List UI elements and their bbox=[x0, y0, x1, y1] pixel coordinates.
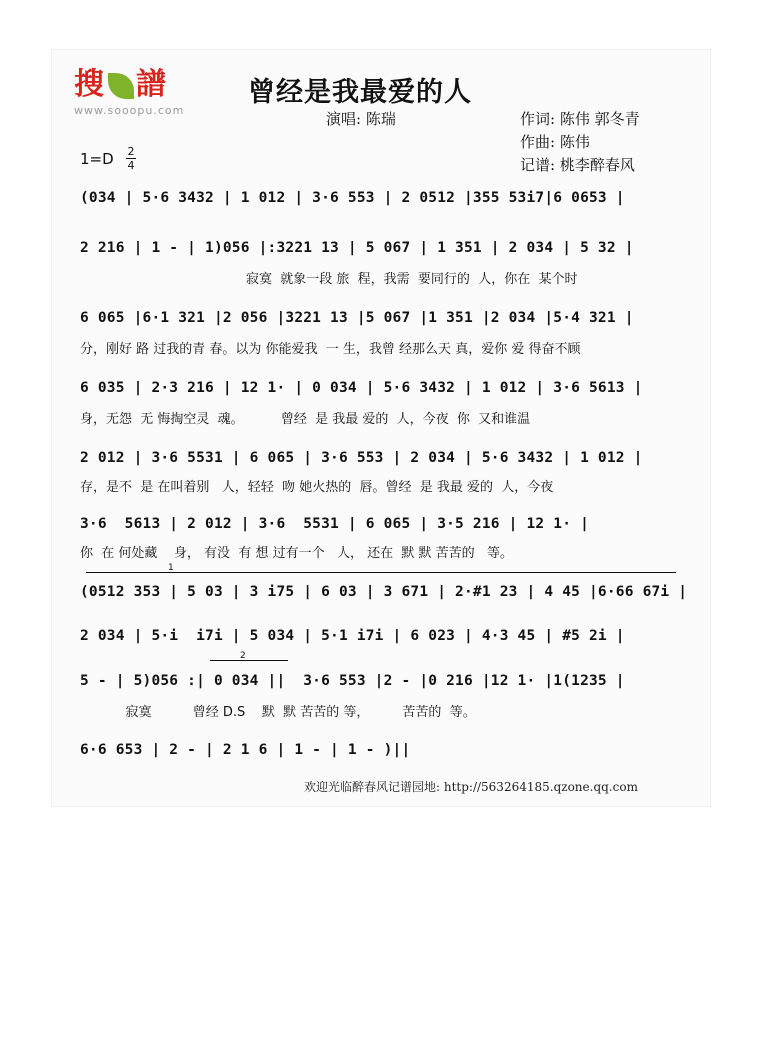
notation-row-6: 3·6 5613 | 2 012 | 3·6 5531 | 6 065 | 3·5 216 | 12 1· | bbox=[80, 516, 589, 532]
notation-row-1: (034 | 5·6 3432 | 1 012 | 3·6 553 | 2 0512 |355 53i7|6 0653 | bbox=[80, 190, 625, 206]
notation-row-8: 2 034 | 5·i i7i | 5 034 | 5·1 i7i | 6 023 | 4·3 45 | #5 2i | bbox=[80, 628, 625, 644]
lyric-row-5: 你 在 何处藏 身， 有没 有 想 过有一个 人， 还在 默 默 苦苦的 等。 bbox=[80, 546, 514, 561]
volta-1-label: 1 bbox=[168, 563, 174, 573]
notation-row-5: 2 012 | 3·6 5531 | 6 065 | 3·6 553 | 2 034 | 5·6 3432 | 1 012 | bbox=[80, 450, 643, 466]
notation-row-7: (0512 353 | 5 03 | 3 i75 | 6 03 | 3 671 | 2·#1 23 | 4 45 |6·66 67i | bbox=[80, 584, 688, 600]
lyric-row-6: 寂寞 曾经 D.S 默 默 苦苦的 等， 苦苦的 等。 bbox=[80, 705, 476, 720]
key-signature: 1=D bbox=[80, 150, 114, 168]
notation-row-2: 2 216 | 1 - | 1)056 |:3221 13 | 5 067 | 1 351 | 2 034 | 5 32 | bbox=[80, 240, 634, 256]
notation-row-9: 5 - | 5)056 :| 0 034 || 3·6 553 |2 - |0 216 |12 1· |1(1235 | bbox=[80, 673, 625, 689]
volta-1-bracket bbox=[86, 572, 676, 573]
footer-note: 欢迎光临醉春风记谱园地: http://563264185.qzone.qq.com bbox=[304, 780, 638, 794]
credits-block bbox=[520, 108, 640, 177]
singer-credit: 演唱: 陈瑞 bbox=[326, 110, 396, 128]
logo-char-pu: 譜 bbox=[136, 67, 168, 102]
lyric-row-2: 分，刚好 路 过我的青 春。以为 你能爱我 一 生，我曾 经那么天 真，爱你 爱 得奋不顾 bbox=[80, 342, 581, 357]
meter-bottom: 4 bbox=[127, 159, 135, 172]
site-logo[interactable] bbox=[74, 68, 200, 120]
logo-url: www.sooopu.com bbox=[74, 104, 185, 117]
volta-2-label: 2 bbox=[240, 651, 246, 661]
lyricist-credit: 作词: 陈伟 郭冬青 bbox=[520, 110, 640, 128]
notation-row-10: 6·6 653 | 2 - | 2 1 6 | 1 - | 1 - )|| bbox=[80, 742, 411, 758]
lyric-row-3: 身，无怨 无 悔掏空灵 魂。 曾经 是 我最 爱的 人，今夜 你 又和谁温 bbox=[80, 412, 531, 427]
volta-2-bracket bbox=[210, 660, 288, 661]
song-title: 曾经是我最爱的人 bbox=[248, 77, 472, 108]
transcriber-credit: 记谱: 桃李醉春风 bbox=[520, 156, 635, 174]
leaf-icon bbox=[108, 73, 134, 99]
notation-row-4: 6 035 | 2·3 216 | 12 1· | 0 034 | 5·6 3432 | 1 012 | 3·6 5613 | bbox=[80, 380, 643, 396]
composer-credit: 作曲: 陈伟 bbox=[520, 133, 590, 151]
lyric-row-1: 寂寞 就象一段 旅 程，我需 要同行的 人，你在 某个时 bbox=[246, 272, 578, 287]
logo-char-sou: 搜 bbox=[74, 67, 106, 102]
lyric-row-4: 存，是不 是 在叫着别 人，轻轻 吻 她火热的 唇。曾经 是 我最 爱的 人，今夜 bbox=[80, 480, 554, 495]
time-signature bbox=[126, 146, 136, 171]
meter-top: 2 bbox=[127, 145, 135, 158]
notation-row-3: 6 065 |6·1 321 |2 056 |3221 13 |5 067 |1 351 |2 034 |5·4 321 | bbox=[80, 310, 634, 326]
